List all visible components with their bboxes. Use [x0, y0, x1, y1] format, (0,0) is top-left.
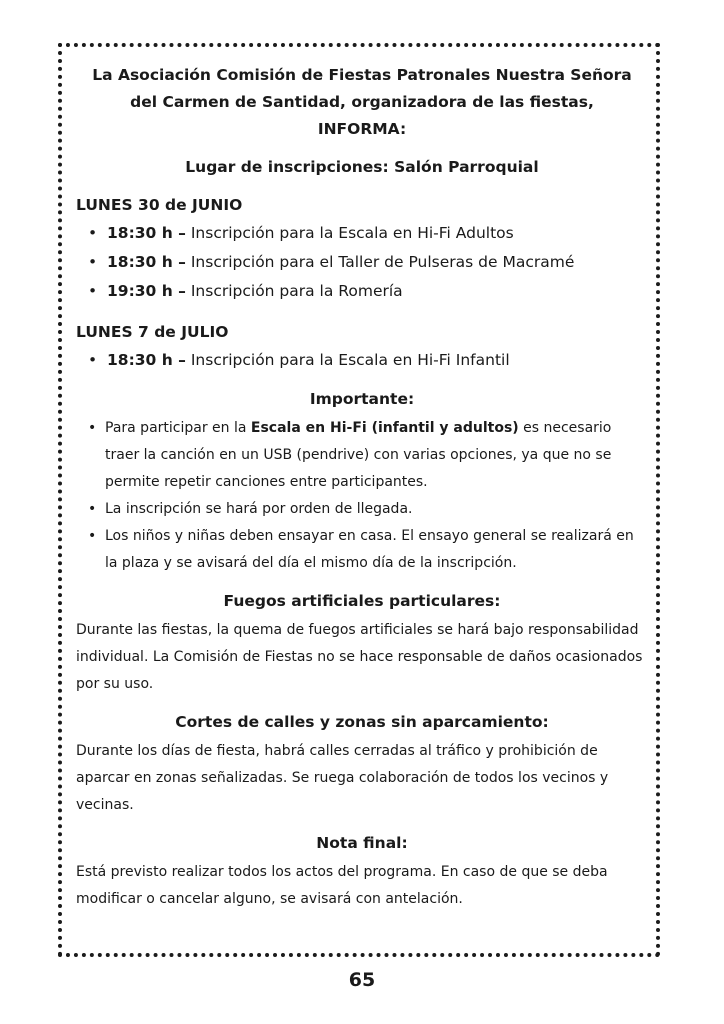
schedule-text: Inscripción para la Escala en Hi-Fi Infantil: [185, 351, 510, 369]
note-text-bold: Escala en Hi-Fi (infantil y adultos): [250, 420, 519, 436]
bullet-icon: •: [88, 528, 97, 544]
intro-line-1: La Asociación Comisión de Fiestas Patronales Nuestra Señora: [92, 66, 632, 84]
schedule-list-july-7: [76, 346, 648, 375]
schedule-list-june-30: [76, 219, 648, 306]
bullet-icon: •: [88, 351, 98, 369]
note-item: [88, 496, 648, 523]
schedule-text: Inscripción para el Taller de Pulseras de Macramé: [185, 253, 575, 271]
nota-final-heading: Nota final:: [316, 834, 408, 852]
schedule-time: 18:30 h –: [107, 253, 186, 271]
note-text-pre: Para participar en la: [105, 420, 251, 436]
schedule-item: [88, 219, 648, 248]
date-heading-july-7: LUNES 7 de JULIO: [76, 323, 229, 341]
note-text: La inscripción se hará por orden de llegada.: [105, 501, 413, 517]
schedule-text: Inscripción para la Romería: [185, 282, 403, 300]
bullet-icon: •: [88, 224, 98, 242]
schedule-text: Inscripción para la Escala en Hi-Fi Adultos: [185, 224, 514, 242]
intro-line-3: INFORMA:: [317, 120, 407, 138]
schedule-item: [88, 248, 648, 277]
note-item: [88, 523, 648, 577]
note-text: Los niños y niñas deben ensayar en casa. El ensayo general se realizará en la plaza y se avisará del día el mismo día de la inscripción.: [105, 528, 634, 571]
schedule-time: 18:30 h –: [107, 224, 186, 242]
page-number: 65: [348, 969, 376, 991]
fuegos-text: Durante las fiestas, la quema de fuegos artificiales se hará bajo responsabilidad individual. La Comisión de Fiestas no se hace responsable de daños ocasionados por su uso.: [76, 622, 643, 692]
bullet-icon: •: [88, 282, 98, 300]
registration-place: Lugar de inscripciones: Salón Parroquial: [185, 158, 539, 176]
intro-heading: [76, 62, 648, 143]
importante-heading: Importante:: [309, 390, 415, 408]
schedule-time: 18:30 h –: [107, 351, 186, 369]
bullet-icon: •: [88, 253, 98, 271]
note-text-post: es necesario traer la canción en un USB (pendrive) con varias opciones, ya que no se permite repetir canciones entre participantes.: [105, 420, 612, 490]
date-heading-june-30: LUNES 30 de JUNIO: [76, 196, 243, 214]
document-body: [76, 62, 648, 913]
schedule-item: [88, 277, 648, 306]
bullet-icon: •: [88, 420, 97, 436]
intro-line-2: del Carmen de Santidad, organizadora de las fiestas,: [130, 93, 594, 111]
bullet-icon: •: [88, 501, 97, 517]
schedule-item: [88, 346, 648, 375]
note-item: [88, 415, 648, 496]
importante-list: [76, 415, 648, 577]
fuegos-heading: Fuegos artificiales particulares:: [223, 592, 501, 610]
nota-final-text: Está previsto realizar todos los actos del programa. En caso de que se deba modificar o cancelar alguno, se avisará con antelación.: [76, 864, 608, 907]
schedule-time: 19:30 h –: [107, 282, 186, 300]
cortes-text: Durante los días de fiesta, habrá calles cerradas al tráfico y prohibición de aparcar en zonas señalizadas. Se ruega colaboración de todos los vecinos y vecinas.: [76, 743, 609, 813]
cortes-heading: Cortes de calles y zonas sin aparcamiento:: [175, 713, 549, 731]
